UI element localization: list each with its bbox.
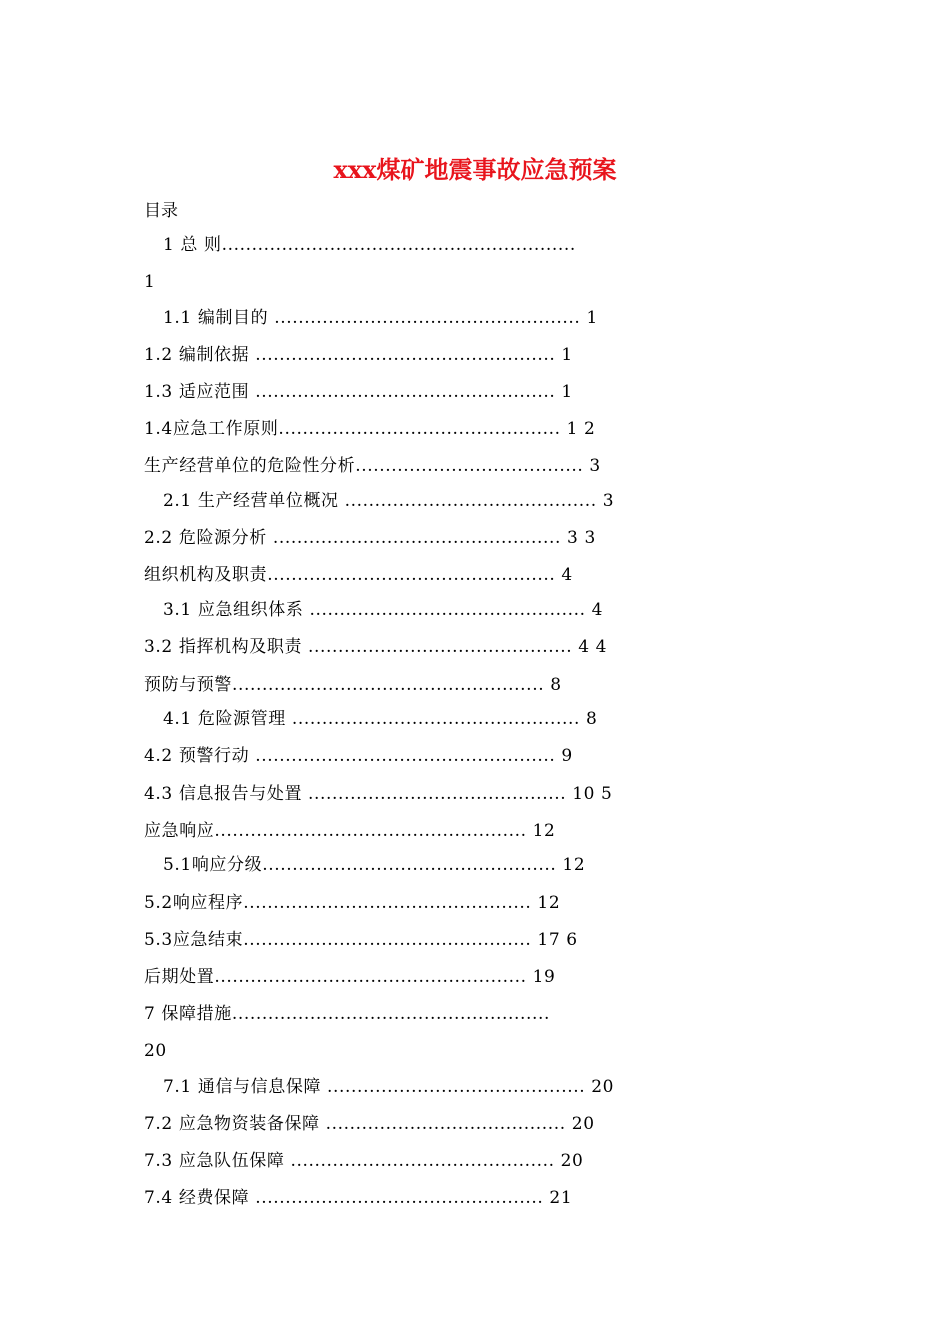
toc-line: 生产经营单位的危险性分析...................................... 3: [144, 456, 601, 476]
toc-line: 1: [144, 272, 156, 292]
toc-line: 2.1 生产经营单位概况 .......................................... 3: [163, 491, 615, 511]
toc-line: 预防与预警.................................................... 8: [144, 675, 562, 695]
toc-line: 20: [144, 1041, 167, 1061]
toc-line: 后期处置.................................................... 19: [144, 967, 556, 987]
toc-line: 2.2 危险源分析 ................................................ 3 3: [144, 528, 596, 548]
toc-line: 1 总 则...........................................................: [163, 235, 576, 255]
toc-line: 7 保障措施.....................................................: [144, 1004, 551, 1024]
toc-line: 7.1 通信与信息保障 ........................................... 20: [163, 1077, 615, 1097]
toc-line: 1.2 编制依据 .................................................. 1: [144, 345, 573, 365]
toc-line: 1.3 适应范围 .................................................. 1: [144, 382, 573, 402]
toc-line: 3.1 应急组织体系 .............................................. 4: [163, 600, 604, 620]
document-title: xxx煤矿地震事故应急预案: [333, 155, 617, 184]
toc-line: 7.3 应急队伍保障 ............................................ 20: [144, 1151, 584, 1171]
toc-line: 7.4 经费保障 ................................................ 21: [144, 1188, 573, 1208]
toc-line: 3.2 指挥机构及职责 ............................................ 4 4: [144, 637, 608, 657]
toc-line: 7.2 应急物资装备保障 ........................................ 20: [144, 1114, 595, 1134]
toc-line: 4.2 预警行动 .................................................. 9: [144, 746, 573, 766]
toc-line: 5.2响应程序................................................ 12: [144, 893, 561, 913]
toc-line: 5.1响应分级................................................. 12: [163, 855, 586, 875]
toc-heading: 目录: [144, 201, 178, 221]
toc-line: 1.1 编制目的 ................................................... 1: [163, 308, 598, 328]
toc-line: 4.3 信息报告与处置 ........................................... 10 5: [144, 784, 613, 804]
toc-line: 5.3应急结束................................................ 17 6: [144, 930, 578, 950]
toc-line: 1.4应急工作原则............................................... 1 2: [144, 419, 596, 439]
toc-line: 4.1 危险源管理 ................................................ 8: [163, 709, 598, 729]
toc-line: 组织机构及职责................................................ 4: [144, 565, 573, 585]
toc-line: 应急响应.................................................... 12: [144, 821, 556, 841]
